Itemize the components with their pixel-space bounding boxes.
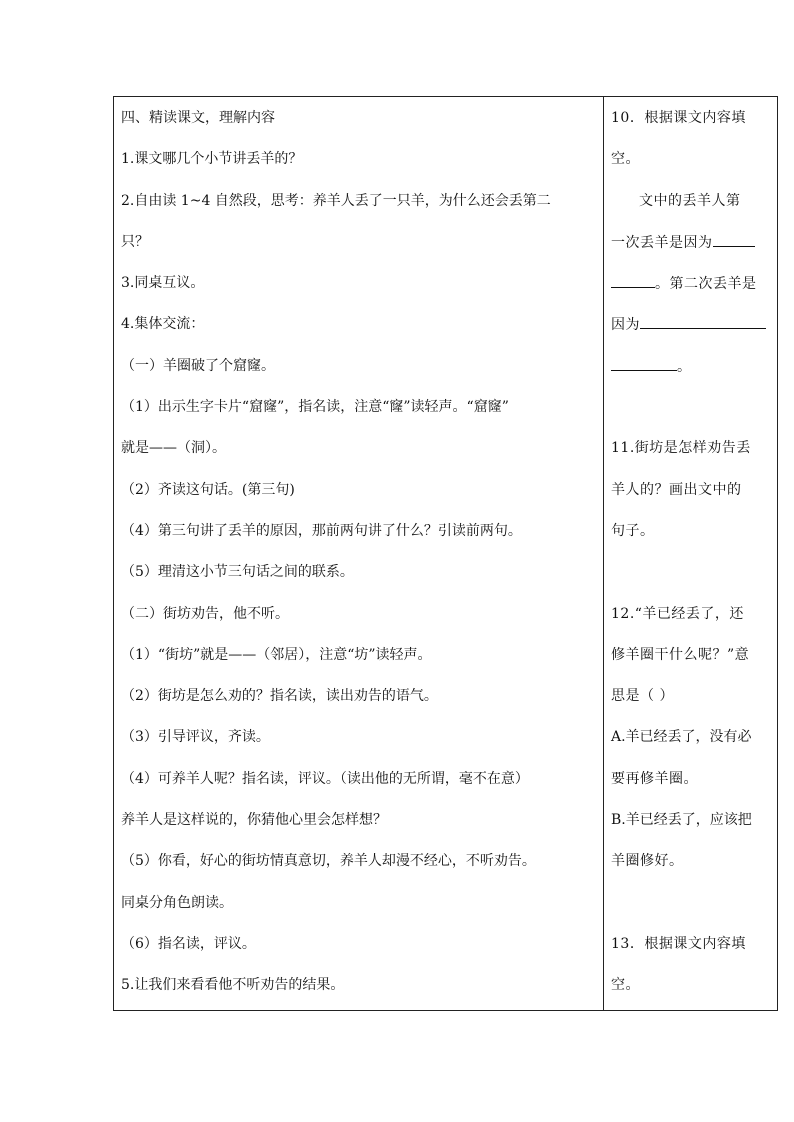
- answer-blank[interactable]: [640, 314, 766, 329]
- question-11-text: 句子。: [611, 522, 655, 539]
- text-line: （4）第三句讲了丢羊的原因，那前两句讲了什么？引读前两句。: [121, 522, 522, 539]
- text-line: 同桌分角色朗读。: [121, 894, 233, 911]
- text-line: 只？: [121, 233, 149, 250]
- text-line: （5）你看，好心的街坊情真意切，养羊人却漫不经心，不听劝告。: [121, 853, 536, 870]
- question-10-blank-line: [611, 314, 771, 355]
- question-10-text: 空。: [611, 151, 640, 168]
- text-line: （二）街坊劝告，他不听。: [121, 605, 289, 622]
- question-12-text: 思是（ ）: [611, 688, 674, 705]
- text-line: 5.让我们来看看他不听劝告的结果。: [121, 977, 345, 994]
- text-line: 2.自由读 1~4 自然段，思考：养羊人丢了一只羊，为什么还会丢第二: [121, 192, 551, 209]
- question-12-text: 12.“羊已经丢了，还: [611, 605, 744, 622]
- question-13-text: 13．根据课文内容填: [611, 935, 746, 952]
- question-10-blank-line: [611, 232, 771, 273]
- option-a-text: 要再修羊圈。: [611, 770, 698, 787]
- question-10-text: 文中的丢羊人第: [639, 192, 741, 209]
- text-line: 3.同桌互议。: [121, 275, 205, 292]
- question-11-text: 11.街坊是怎样劝告丢: [611, 440, 751, 457]
- spacer: [611, 397, 771, 438]
- text-line: （6）指名读，评议。: [121, 935, 256, 952]
- question-10-text: 10．根据课文内容填: [611, 110, 746, 126]
- option-b-text: B.羊已经丢了，应该把: [611, 812, 752, 829]
- spacer: [611, 893, 771, 934]
- question-10-blank-line: [611, 273, 771, 314]
- spacer: [611, 562, 771, 603]
- question-10-blank-line: [611, 356, 771, 397]
- text-line: （4）可养羊人呢？指名读，评议。（读出他的无所谓，毫不在意）: [121, 770, 529, 787]
- text-line: 养羊人是这样说的，你猜他心里会怎样想？: [121, 812, 387, 829]
- answer-blank[interactable]: [713, 232, 755, 247]
- text-line: 4.集体交流：: [121, 316, 205, 333]
- answer-blank[interactable]: [611, 273, 655, 288]
- text-line: （1）出示生字卡片“窟窿”，指名读，注意“窿”读轻声。“窟窿”: [121, 399, 509, 416]
- question-10-text: 。: [677, 358, 692, 375]
- question-10-text: 一次丢羊是因为: [611, 234, 713, 251]
- option-a-text: A.羊已经丢了，没有必: [611, 729, 752, 746]
- text-line: （2）街坊是怎么劝的？指名读，读出劝告的语气。: [121, 688, 438, 705]
- text-line: （3）引导评议，齐读。: [121, 729, 270, 746]
- answer-blank[interactable]: [611, 356, 677, 371]
- exercise-column: [604, 97, 777, 1010]
- option-b-text: 羊圈修好。: [611, 853, 684, 870]
- lesson-table: [113, 96, 778, 1011]
- text-line: （一）羊圈破了个窟窿。: [121, 357, 275, 374]
- text-line: （2）齐读这句话。(第三句): [121, 481, 295, 498]
- text-line: （5）理清这小节三句话之间的联系。: [121, 564, 354, 581]
- question-10-text: 因为: [611, 317, 640, 334]
- question-11-text: 羊人的？画出文中的: [611, 481, 742, 498]
- question-10-text: 。第二次丢羊是: [655, 276, 757, 293]
- text-line: 1.课文哪几个小节讲丢羊的？: [121, 151, 303, 168]
- question-13-text: 空。: [611, 977, 640, 994]
- text-line: 四、精读课文，理解内容: [121, 110, 275, 126]
- teaching-steps-column: [114, 97, 604, 1010]
- text-line: （1）“街坊”就是——（邻居），注意“坊”读轻声。: [121, 646, 432, 663]
- question-12-text: 修羊圈干什么呢？”意: [611, 646, 750, 663]
- text-line: 就是——（洞）。: [121, 440, 226, 457]
